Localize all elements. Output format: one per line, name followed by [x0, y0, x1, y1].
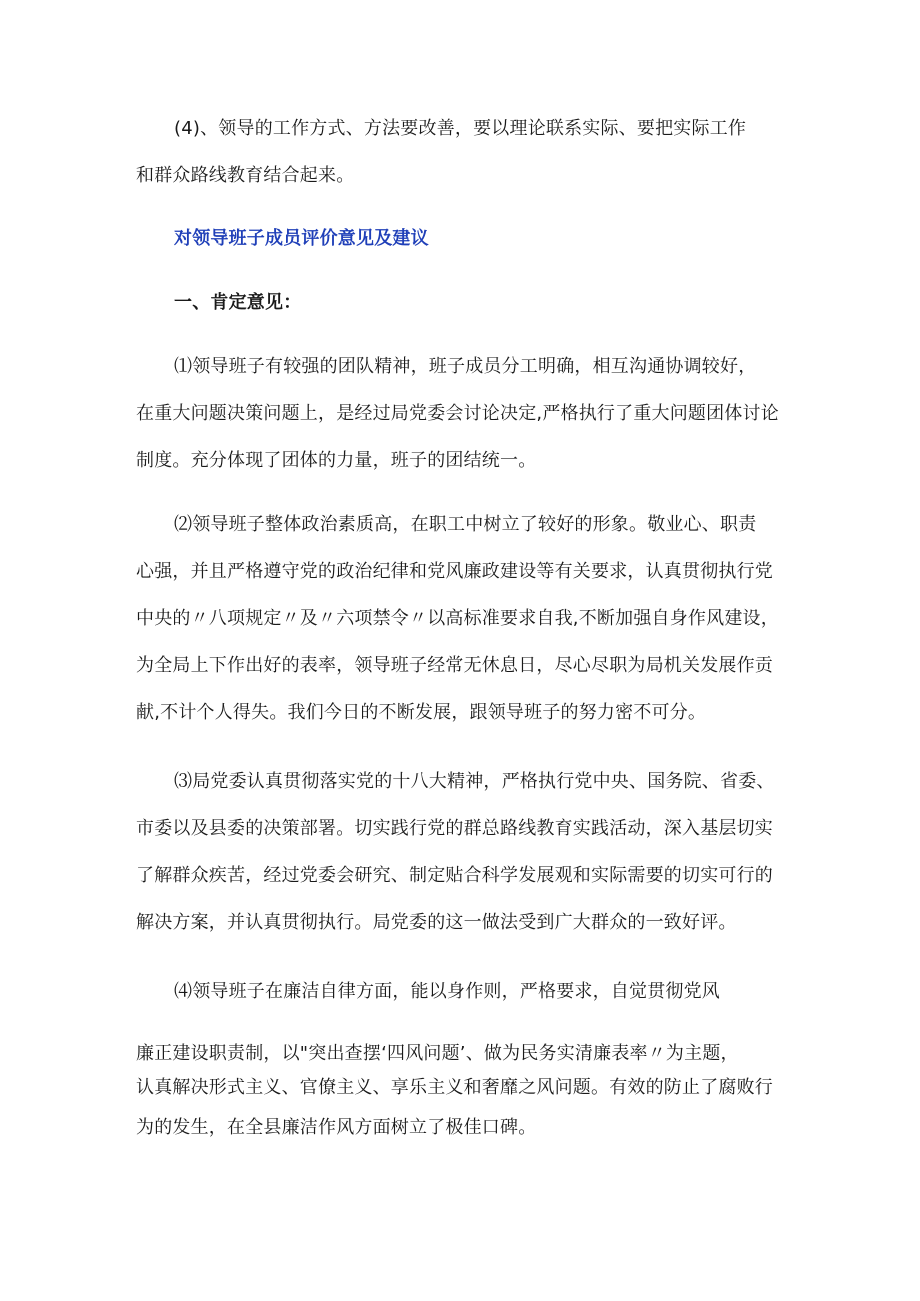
- subsection-title-block: [136, 288, 796, 335]
- paragraph-line: 中央的〃八项规定〃及〃六项禁令〃以高标准要求自我,不断加强自身作风建设，: [136, 608, 779, 629]
- paragraph-line: 市委以及县委的决策部署。切实践行党的群总路线教育实践活动，深入基层切实: [136, 818, 773, 839]
- paragraph-line: 和群众路线教育结合起来。: [136, 165, 355, 186]
- paragraph-line: (4)、领导的工作方式、方法要改善，要以理论联系实际、要把实际工作: [174, 118, 747, 139]
- paragraph-line: 制度。充分体现了团体的力量，班子的团结统一。: [136, 450, 537, 471]
- paragraph-line: 心强，并且严格遵守党的政治纪律和党风廉政建设等有关要求，认真贯彻执行党: [136, 561, 773, 582]
- paragraph-line: ⑴领导班子有较强的团队精神，班子成员分工明确，相互沟通协调较好，: [174, 356, 757, 377]
- paragraph-line: 为全局上下作出好的表率，领导班子经常无休息日，尽心尽职为局机关发展作贡: [136, 655, 773, 676]
- paragraph-line: 解决方案，并认真贯彻执行。局党委的这一做法受到广大群众的一致好评。: [136, 912, 737, 933]
- paragraph-line: ⑵领导班子整体政治素质高，在职工中树立了较好的形象。敬业心、职责: [174, 514, 757, 535]
- paragraph-line: ⑶局党委认真贯彻落实党的十八大精神，严格执行党中央、国务院、省委、: [174, 771, 775, 792]
- subsection-title: 一、肯定意见：: [174, 292, 302, 313]
- intro-item-4: [136, 114, 796, 208]
- paragraph-line: ⑷领导班子在廉洁自律方面，能以身作则，严格要求，自觉贯彻党风: [174, 981, 720, 1002]
- item-4: [136, 1039, 796, 1160]
- section-title: 对领导班子成员评价意见及建议: [174, 228, 429, 249]
- paragraph-line: 献,不计个人得失。我们今日的不断发展，跟领导班子的努力密不可分。: [136, 702, 707, 723]
- paragraph-line: 为的发生，在全县廉洁作风方面树立了极佳口碑。: [136, 1117, 537, 1138]
- paragraph-line: 了解群众疾苦，经过党委会研究、制定贴合科学发展观和实际需要的切实可行的: [136, 865, 773, 886]
- paragraph-line: 认真解决形式主义、官僚主义、享乐主义和奢靡之风问题。有效的防止了腐败行: [136, 1077, 773, 1098]
- item-4-first-line: [136, 977, 796, 1024]
- section-title-block: [136, 224, 796, 271]
- paragraph-line: 廉正建设职责制，以"突出查摆‘四风问题’、做为民务实清廉表率〃为主题，: [136, 1043, 739, 1064]
- item-2: [136, 510, 796, 745]
- paragraph-line: 在重大问题决策问题上，是经过局党委会讨论决定,严格执行了重大问题团体讨论: [136, 403, 779, 424]
- item-3: [136, 767, 796, 955]
- item-1: [136, 352, 796, 493]
